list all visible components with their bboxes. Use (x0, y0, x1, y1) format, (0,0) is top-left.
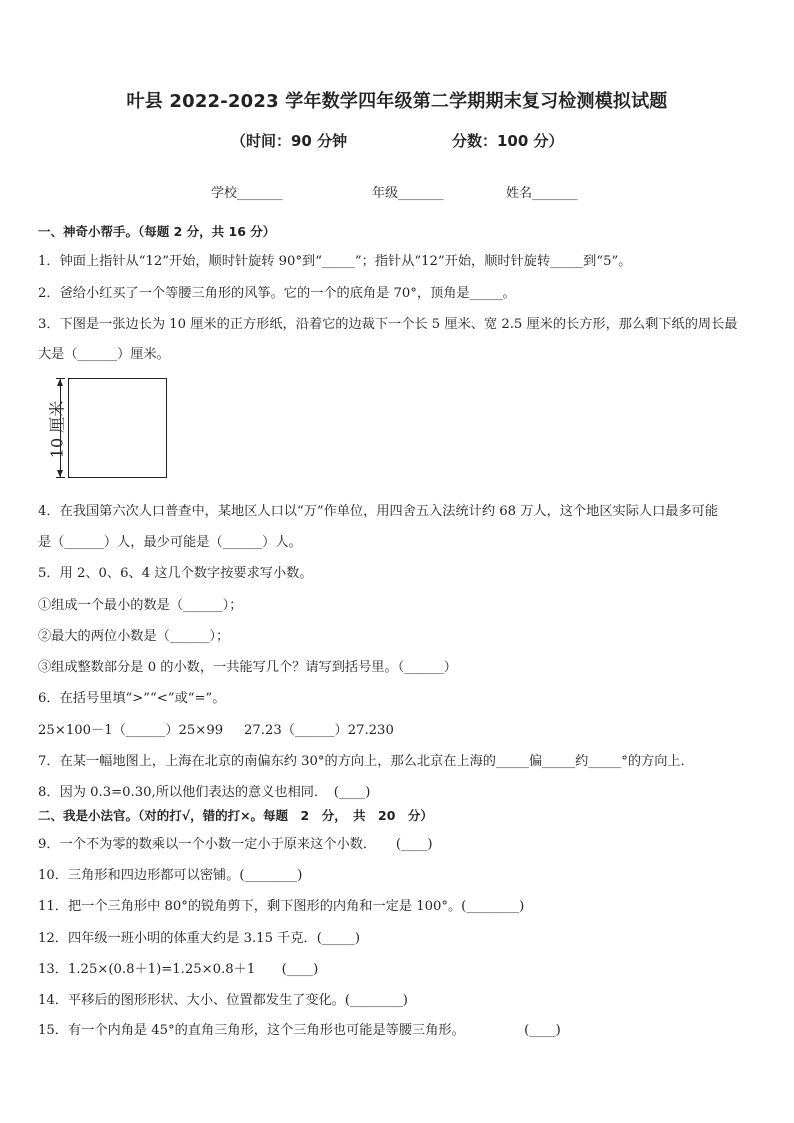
question-4-line1: 4．在我国第六次人口普查中，某地区人口以“万”作单位，用四舍五入法统计约 68 万人，这个地区实际人口最多可能 (38, 504, 719, 519)
question-3-line1: 3．下图是一张边长为 10 厘米的正方形纸，沿着它的边裁下一个长 5 厘米、宽 2.5 厘米的长方形，那么剩下纸的周长最 (38, 317, 738, 332)
exam-time: （时间：90 分钟 (231, 132, 348, 150)
question-14: 14．平移后的图形形状、大小、位置都发生了变化。(________) (38, 993, 408, 1008)
question-2: 2．爸给小红买了一个等腰三角形的风筝。它的一个的底角是 70°，顶角是_____。 (38, 286, 516, 301)
question-9: 9．一个不为零的数乘以一个小数一定小于原来这个小数． (____) (38, 837, 433, 852)
school-field[interactable]: 学校_______ (211, 186, 283, 201)
exam-score: 分数：100 分） (452, 132, 564, 150)
arrow-down-icon (57, 470, 63, 477)
question-7: 7．在某一幅地图上，上海在北京的南偏东约 30°的方向上，那么北京在上海的_____偏_____约_____°的方向上． (38, 754, 694, 769)
question-11: 11．把一个三角形中 80°的锐角剪下，剩下图形的内角和一定是 100°。(________) (38, 899, 525, 914)
question-4-line2: 是（______）人，最少可能是（______）人。 (38, 535, 302, 550)
arrow-up-icon (57, 379, 63, 386)
question-15: 15．有一个内角是 45°的直角三角形，这个三角形也可能是等腰三角形。 (____) (38, 1023, 561, 1038)
question-6-item-b: 27.23（______）27.230 (244, 723, 394, 738)
grade-field[interactable]: 年级_______ (372, 186, 444, 201)
section-heading: 一、神奇小帮手。（每题 2 分，共 16 分） (38, 224, 276, 239)
question-8: 8．因为 0.3=0.30,所以他们表达的意义也相同． (____) (38, 785, 371, 800)
question-1: 1．钟面上指针从“12”开始，顺时针旋转 90°到“_____”；指针从“12”开始，顺时针旋转_____到“5”。 (38, 254, 632, 269)
question-5: 5．用 2、0、6、4 这几个数字按要求写小数。 (38, 566, 313, 581)
question-12: 12．四年级一班小明的体重大约是 3.15 千克．(_____) (38, 931, 360, 946)
section-heading: 二、我是小法官。（对的打√，错的打×。每题 2 分， 共 20 分） (38, 808, 433, 823)
question-3-line2: 大是（______）厘米。 (38, 347, 170, 362)
question-6-item-a: 25×100－1（______）25×99 (38, 723, 224, 738)
question-5-part-3: ③组成整数部分是 0 的小数，一共能写几个？请写到括号里。（______） (38, 660, 457, 675)
square-shape (68, 378, 167, 478)
figure-dimension-label: 10 厘米 (47, 400, 67, 459)
page-title: 叶县 2022-2023 学年数学四年级第二学期期末复习检测模拟试题 (126, 91, 668, 112)
dimension-tick (56, 477, 65, 478)
question-5-part-1: ①组成一个最小的数是（______）； (38, 598, 243, 613)
question-10: 10．三角形和四边形都可以密铺。(________) (38, 868, 303, 883)
name-field[interactable]: 姓名_______ (506, 186, 578, 201)
question-13: 13．1.25×(0.8＋1)=1.25×0.8＋1 (____) (38, 962, 319, 977)
question-6: 6．在括号里填“>”“<”或“=”。 (38, 691, 226, 706)
question-5-part-2: ②最大的两位小数是（______）； (38, 629, 230, 644)
